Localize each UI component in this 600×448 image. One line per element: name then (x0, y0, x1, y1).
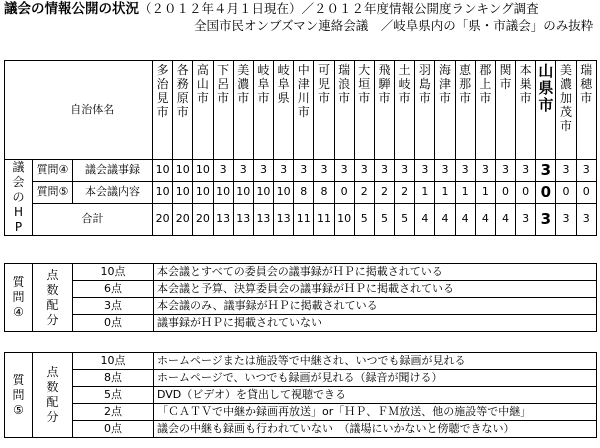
city-name-char: 中 (297, 63, 310, 77)
city-name-char: 上 (479, 77, 492, 91)
city-name-char: 恵 (459, 63, 472, 77)
value-cell: 5 (374, 203, 394, 235)
city-name-char: 巣 (519, 77, 532, 91)
city-name-char: 市 (176, 105, 189, 119)
points-row (5, 264, 597, 281)
city-name-char: 市 (459, 91, 472, 105)
city-name-char: 美 (237, 63, 250, 77)
table-row (5, 181, 597, 203)
value-cell: 10 (173, 181, 193, 203)
city-name-char: 市 (196, 91, 209, 105)
value-cell: 0 (576, 181, 596, 203)
group-label-char: P (14, 220, 23, 234)
points-value: 3点 (73, 298, 154, 315)
points-value: 8点 (73, 370, 154, 387)
city-name-char: 津 (297, 77, 310, 91)
value-cell: 5 (354, 203, 374, 235)
value-cell: 3 (576, 203, 596, 235)
value-cell: 1 (475, 181, 495, 203)
value-cell: 13 (233, 203, 253, 235)
city-header (334, 61, 354, 160)
question-label (5, 264, 33, 332)
value-cell: 3 (314, 160, 334, 182)
points-char: 配 (46, 297, 59, 312)
points-char: 配 (46, 395, 59, 409)
points-char: 分 (46, 410, 59, 424)
city-name-char: 津 (438, 77, 451, 91)
points-char: 分 (46, 312, 59, 327)
table-row (5, 160, 597, 182)
city-name-char: 各 (176, 63, 189, 77)
city-name-char: 市 (538, 96, 554, 114)
city-name-char: 阜 (277, 77, 290, 91)
city-name-char: 濃 (237, 77, 250, 91)
value-cell: 3 (374, 160, 394, 182)
city-name-char: 呂 (217, 77, 230, 91)
value-cell: 3 (455, 160, 475, 182)
value-cell: 8 (294, 181, 314, 203)
group-label-hp (5, 160, 33, 236)
city-name-char: 見 (156, 91, 169, 105)
city-name-char: 島 (418, 77, 431, 91)
city-name-char: 海 (438, 63, 451, 77)
points-char: 点 (46, 267, 59, 282)
value-cell: 10 (334, 203, 354, 235)
value-cell: 4 (415, 203, 435, 235)
city-header (576, 61, 596, 160)
value-cell: 5 (395, 203, 415, 235)
value-cell: 3 (435, 160, 455, 182)
value-cell: 20 (153, 203, 173, 235)
city-header (213, 61, 233, 160)
city-name-char: 市 (499, 77, 512, 91)
city-header (294, 61, 314, 160)
city-header (314, 61, 334, 160)
city-name-char: 濃 (560, 77, 573, 91)
city-name-char: 瑞 (338, 63, 351, 77)
city-name-char: 県 (538, 79, 554, 97)
header (4, 0, 596, 33)
city-name-char: 市 (398, 91, 411, 105)
city-name-char: 飛 (378, 63, 391, 77)
city-name-char: 県 (277, 91, 290, 105)
city-name-char: 高 (196, 63, 209, 77)
points-row (5, 421, 597, 438)
value-cell: 4 (495, 203, 515, 235)
value-cell: 10 (253, 181, 273, 203)
city-name-char: 本 (519, 63, 532, 77)
group-label-char: 議 (12, 160, 25, 174)
value-cell: 3 (556, 203, 576, 235)
city-name-char: 市 (438, 91, 451, 105)
value-cell: 3 (253, 160, 273, 182)
question-char: 質 (12, 275, 25, 289)
value-cell: 10 (193, 160, 213, 182)
question5-points-table (4, 352, 597, 438)
city-name-char: 市 (317, 91, 330, 105)
group-label-char: H (13, 205, 24, 219)
value-cell: 1 (435, 181, 455, 203)
value-cell: 8 (314, 181, 334, 203)
value-cell: 3 (576, 160, 596, 182)
city-header (354, 61, 374, 160)
city-name-char: 羽 (418, 63, 431, 77)
row-label: 議会議事録 (73, 160, 153, 182)
points-description: 議会の中継も録画も行われていない （議場にいかないと傍聴できない） (154, 421, 597, 438)
value-cell: 3 (516, 160, 536, 182)
city-name-char: 市 (418, 91, 431, 105)
city-name-char: 美 (560, 63, 573, 77)
city-name-char: 岐 (398, 77, 411, 91)
points-value: 10点 (73, 264, 154, 281)
city-header (253, 61, 273, 160)
value-cell: 13 (274, 203, 294, 235)
city-name-char: 市 (560, 119, 573, 133)
city-name-char: 多 (156, 63, 169, 77)
points-allocation-label (33, 353, 73, 438)
value-cell: 10 (153, 181, 173, 203)
city-name-char: 岐 (257, 63, 270, 77)
value-cell: 10 (193, 181, 213, 203)
city-name-char: 市 (479, 91, 492, 105)
value-cell: 3 (495, 160, 515, 182)
value-cell: 10 (233, 181, 253, 203)
group-label-char: の (12, 190, 25, 204)
city-name-char: 騨 (378, 77, 391, 91)
value-cell: 4 (475, 203, 495, 235)
city-name-char: 関 (499, 63, 512, 77)
points-char: 点 (46, 365, 59, 379)
question-char: 質 (12, 372, 25, 387)
city-name-char: 土 (398, 63, 411, 77)
question-id: 質問④ (33, 160, 73, 182)
value-cell: 13 (253, 203, 273, 235)
question-label (5, 353, 33, 438)
points-value: 0点 (73, 421, 154, 438)
value-cell: 11 (294, 203, 314, 235)
city-header (395, 61, 415, 160)
value-cell: 0 (334, 181, 354, 203)
points-allocation-label (33, 264, 73, 332)
city-name-char: 山 (196, 77, 209, 91)
points-description: 本会議とすべての委員会の議事録がＨＰに掲載されている (154, 264, 597, 281)
city-header (173, 61, 193, 160)
city-header (536, 61, 556, 160)
municipality-label-cell (33, 61, 153, 160)
municipality-label: 自治体名 (70, 103, 115, 116)
city-name-char: 川 (297, 91, 310, 105)
city-name-char: 岐 (277, 63, 290, 77)
city-name-char: 浪 (338, 77, 351, 91)
points-char: 数 (46, 282, 59, 297)
value-cell: 10 (274, 181, 294, 203)
question-char: ④ (13, 305, 24, 319)
city-header (153, 61, 173, 160)
city-header (193, 61, 213, 160)
city-name-char: 児 (317, 77, 330, 91)
value-cell: 20 (193, 203, 213, 235)
city-name-char: 市 (519, 91, 532, 105)
header-line-1 (4, 0, 596, 18)
points-description: ホームページまたは施設等で中継され、いつでも録画が見れる (154, 353, 597, 370)
row-label: 本会議内容 (73, 181, 153, 203)
value-cell: 10 (153, 160, 173, 182)
ranking-table (4, 60, 597, 236)
city-name-char: 市 (237, 91, 250, 105)
value-cell: 3 (294, 160, 314, 182)
value-cell: 0 (516, 181, 536, 203)
value-cell: 3 (556, 160, 576, 182)
city-header (475, 61, 495, 160)
city-name-char: 可 (317, 63, 330, 77)
table-row (5, 203, 597, 235)
city-name-char: 治 (156, 77, 169, 91)
value-cell: 0 (495, 181, 515, 203)
value-cell: 3 (274, 160, 294, 182)
city-name-char: 市 (156, 105, 169, 119)
city-name-char: 市 (338, 91, 351, 105)
city-name-char: 那 (459, 77, 472, 91)
points-row (5, 353, 597, 370)
city-name-char: 大 (358, 63, 371, 77)
city-header (455, 61, 475, 160)
city-header (516, 61, 536, 160)
corner-blank (5, 61, 33, 160)
city-header (274, 61, 294, 160)
value-cell: 3 (536, 160, 556, 182)
city-name-char: 市 (358, 91, 371, 105)
city-header (233, 61, 253, 160)
city-header (374, 61, 394, 160)
row-label-total: 合計 (33, 203, 153, 235)
points-value: 6点 (73, 281, 154, 298)
question-id: 質問⑤ (33, 181, 73, 203)
value-cell: 20 (173, 203, 193, 235)
points-description: ホームページで、いつでも録画が見れる（録音が聞ける） (154, 370, 597, 387)
value-cell: 2 (395, 181, 415, 203)
points-value: 2点 (73, 404, 154, 421)
value-cell: 10 (213, 181, 233, 203)
city-name-char: 原 (176, 91, 189, 105)
value-cell: 3 (233, 160, 253, 182)
title: 議会の情報公開の状況 (4, 1, 139, 17)
question-char: 問 (12, 290, 25, 304)
value-cell: 13 (213, 203, 233, 235)
value-cell: 3 (536, 203, 556, 235)
city-name-char: 山 (538, 62, 554, 80)
value-cell: 0 (536, 181, 556, 203)
points-row (5, 387, 597, 404)
points-description: DVD（ビデオ）を貸出して視聴できる (154, 387, 597, 404)
value-cell: 4 (435, 203, 455, 235)
value-cell: 10 (173, 160, 193, 182)
points-row (5, 298, 597, 315)
city-name-char: 市 (257, 91, 270, 105)
points-char: 数 (46, 380, 59, 394)
value-cell: 11 (314, 203, 334, 235)
value-cell: 3 (475, 160, 495, 182)
value-cell: 0 (556, 181, 576, 203)
city-name-char: 市 (378, 91, 391, 105)
city-name-char: 市 (217, 91, 230, 105)
points-description: 「ＣＡＴＶで中継か録画再放送」or「ＨＰ、ＦＭ放送、他の施設等で中継」 (154, 404, 597, 421)
city-name-char: 穂 (580, 77, 593, 91)
points-row (5, 315, 597, 332)
value-cell: 3 (354, 160, 374, 182)
city-name-char: 務 (176, 77, 189, 91)
question4-points-table (4, 263, 597, 332)
city-name-char: 市 (297, 105, 310, 119)
header-line-2: 全国市民オンブズマン連絡会議 ／岐阜県内の「県・市議会」のみ抜粋 (194, 18, 594, 33)
points-row (5, 281, 597, 298)
points-value: 5点 (73, 387, 154, 404)
points-row (5, 404, 597, 421)
points-description: 本会議と予算、決算委員会の議事録がＨＰに掲載されている (154, 281, 597, 298)
value-cell: 3 (516, 203, 536, 235)
value-cell: 3 (334, 160, 354, 182)
value-cell: 1 (415, 181, 435, 203)
question-char: ⑤ (13, 402, 24, 417)
value-cell: 3 (415, 160, 435, 182)
points-value: 10点 (73, 353, 154, 370)
question-char: 問 (12, 387, 25, 402)
points-description: 本会議のみ、議事録がＨＰに掲載されている (154, 298, 597, 315)
city-name-char: 加 (560, 91, 573, 105)
city-name-char: 茂 (560, 105, 573, 119)
value-cell: 4 (455, 203, 475, 235)
city-name-char: 下 (217, 63, 230, 77)
group-label-char: 会 (12, 175, 25, 189)
points-value: 0点 (73, 315, 154, 332)
value-cell: 3 (395, 160, 415, 182)
subtitle: （２０１２年４月１日現在）／２０１２年度情報公開度ランキング調査 (139, 1, 539, 16)
city-name-char: 垣 (358, 77, 371, 91)
city-header (415, 61, 435, 160)
points-row (5, 370, 597, 387)
value-cell: 3 (213, 160, 233, 182)
city-name-char: 市 (580, 91, 593, 105)
city-name-char: 瑞 (580, 63, 593, 77)
value-cell: 2 (374, 181, 394, 203)
table-header-row (5, 61, 597, 160)
points-description: 議事録がＨＰに掲載されていない (154, 315, 597, 332)
city-header (556, 61, 576, 160)
value-cell: 2 (354, 181, 374, 203)
city-header (495, 61, 515, 160)
value-cell: 1 (455, 181, 475, 203)
city-header (435, 61, 455, 160)
city-name-char: 郡 (479, 63, 492, 77)
city-name-char: 阜 (257, 77, 270, 91)
